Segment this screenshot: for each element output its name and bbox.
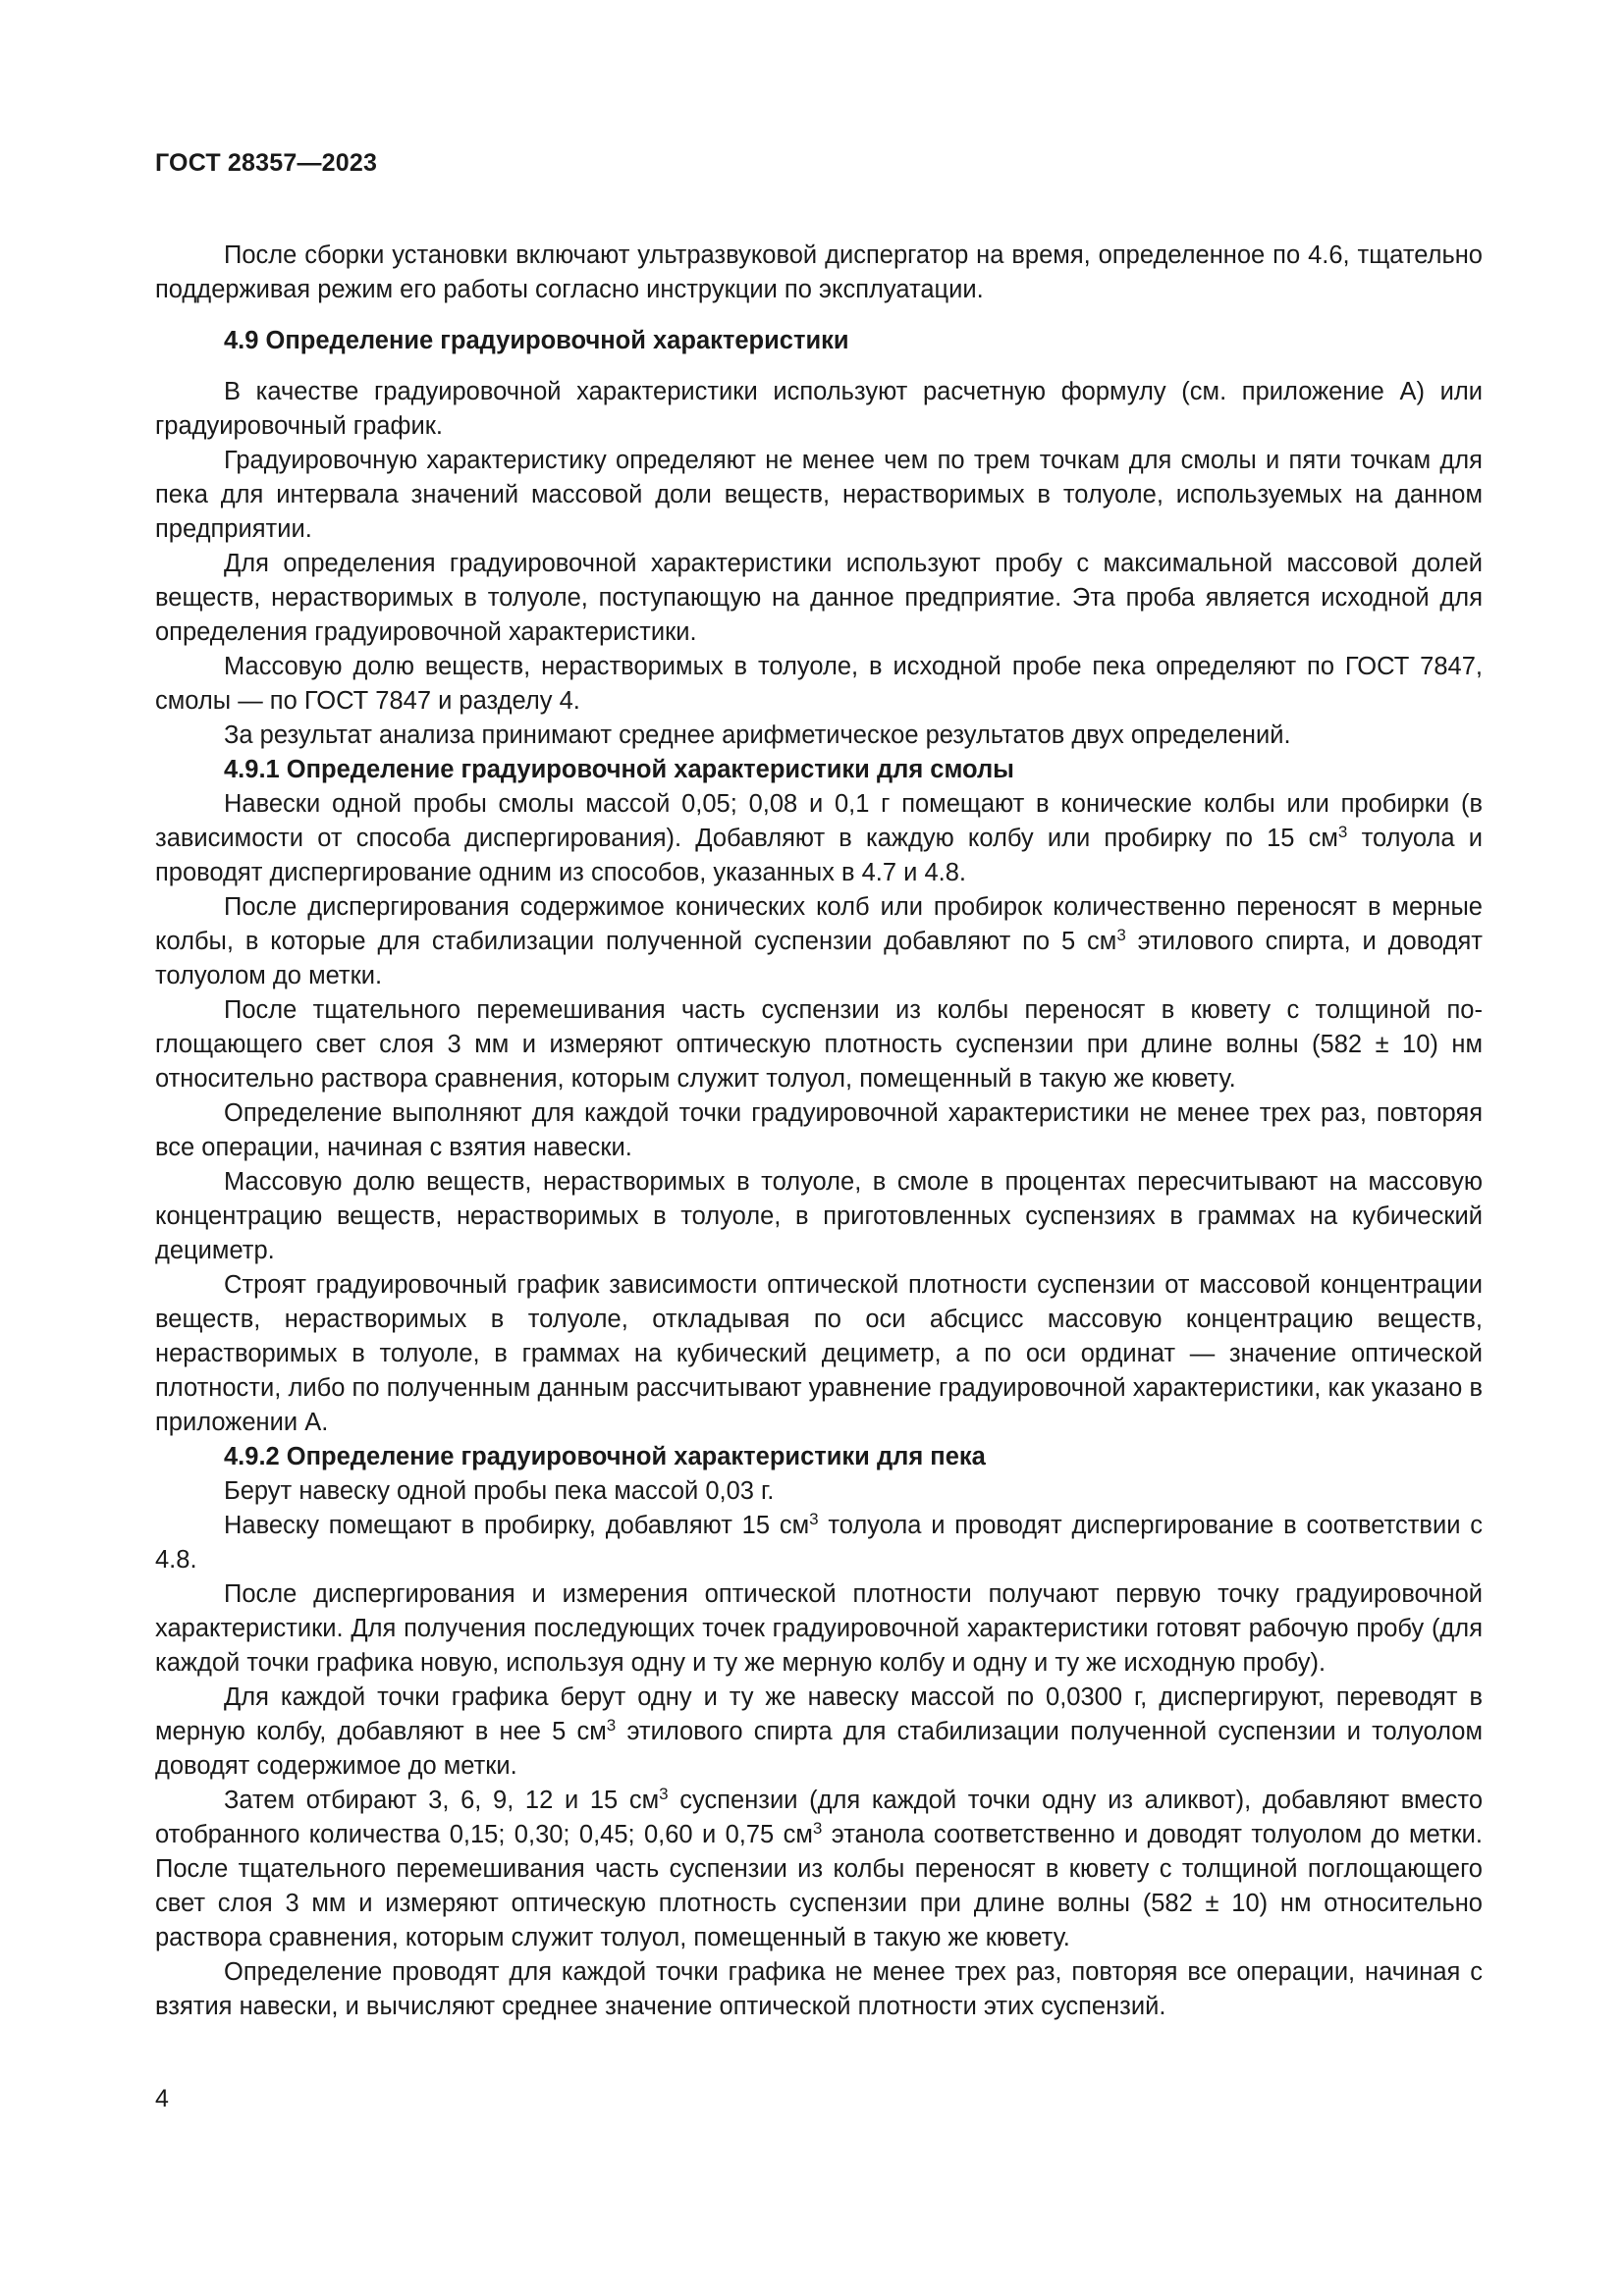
body-paragraph (155, 1509, 1483, 1577)
body-paragraph (155, 1784, 1483, 1955)
body-paragraph (155, 1681, 1483, 1784)
body-paragraph (155, 444, 1483, 547)
paragraph-text: этилового спирта, и доводят толуолом до метки. (155, 928, 1483, 989)
body-paragraph (155, 787, 1483, 890)
paragraph-text: После диспергирования содержимое конических колб или пробирок количественно переносят в мерные колбы, в которые для стабилизации полученной суспензии добавляют по 5 см (155, 893, 1483, 955)
body-paragraph (155, 1474, 1483, 1509)
paragraph-text: За результат анализа принимают среднее арифметическое результатов двух определений. (224, 721, 1291, 749)
paragraph-text: Берут навеску одной пробы пека массой 0,03 г. (224, 1477, 775, 1505)
paragraph-text: Градуировочную характеристику определяют не менее чем по трем точкам для смолы и пяти точкам для пека для интервала значений массовой доли веществ, нерастворимых в толуоле, используемых на данном предприятии. (155, 447, 1483, 543)
paragraph-text: этилового спирта для стабилизации полученной суспензии и толуолом доводят содержимое до метки. (155, 1718, 1483, 1780)
paragraph-text: 4.9.1 Определение градуировочной характеристики для смолы (224, 756, 1014, 783)
paragraph-text: Навеску помещают в пробирку, добавляют 15 см (224, 1512, 810, 1539)
paragraph-text: Массовую долю веществ, нерастворимых в толуоле, в смоле в процентах пересчитывают на массовую концентрацию веществ, нерастворимых в толуоле, в приготовленных суспензиях в граммах на кубический дециметр. (155, 1168, 1483, 1264)
body-paragraph (155, 890, 1483, 993)
section-heading (155, 1440, 1483, 1474)
paragraph-text: После тщательного перемешивания часть суспензии из колбы переносят в кювету с толщиной поглощающего свет слоя 3 мм и измеряют оптическую плотность суспензии при длине волны (582 ± 10) нм относительно раствора сравнения, которым служит толуол, помещенный в такую же кювету. (155, 996, 1483, 1093)
paragraph-text: суспензии (для каждой точки одну из аликвот), добавляют вместо отобранного количества 0,15; 0,30; 0,45; 0,60 и 0,75 см (155, 1787, 1484, 1848)
body-paragraph (155, 375, 1483, 444)
paragraph-text: Для определения градуировочной характеристики используют пробу с максимальной массовой долей веществ, нерастворимых в толуоле, поступающую на данное предприятие. Эта проба является исходной для определения градуировочной характеристики. (155, 550, 1483, 646)
page-number: 4 (155, 2085, 169, 2112)
superscript: 3 (812, 1819, 823, 1838)
paragraph-text: 4.9 Определение градуировочной характеристики (224, 327, 849, 354)
body-paragraph (155, 1268, 1483, 1440)
body-paragraph (155, 1165, 1483, 1268)
superscript: 3 (1116, 926, 1126, 944)
paragraph-text: Затем отбирают 3, 6, 9, 12 и 15 см (224, 1787, 660, 1814)
superscript: 3 (809, 1510, 819, 1528)
body-paragraph (155, 1577, 1483, 1681)
document-header: ГОСТ 28357—2023 (155, 149, 378, 177)
body-paragraph (155, 650, 1483, 719)
superscript: 3 (1337, 823, 1348, 841)
paragraph-text: Навески одной пробы смолы массой 0,05; 0,08 и 0,1 г помещают в конические колбы или пробирки (в зависимости от способа диспергирования). Добавляют в каждую колбу или пробирку по 15 см (155, 790, 1483, 852)
paragraph-text: Определение выполняют для каждой точки градуировочной характеристики не менее трех раз, повторяя все операции, начиная с взятия навески. (155, 1099, 1483, 1161)
paragraph-text: толуола и проводят диспергирование в соответствии с 4.8. (155, 1512, 1483, 1574)
body-paragraph (155, 239, 1483, 307)
paragraph-text: Массовую долю веществ, нерастворимых в толуоле, в исходной пробе пека определяют по ГОСТ 7847, смолы — по ГОСТ 7847 и разделу 4. (155, 653, 1483, 715)
paragraph-text: Строят градуировочный график зависимости оптической плотности суспензии от массовой концентрации веществ, нерастворимых в толуоле, откладывая по оси абсцисс массовую концентрацию веществ, нерастворимых в толуоле, в граммах на кубический дециметр, а по оси ординат — значение оптической плотности, либо по полученным данным рассчитывают уравнение градуировочной характеристики, как указано в приложении А. (155, 1271, 1483, 1436)
section-heading (155, 324, 1483, 358)
paragraph-text: После сборки установки включают ультразвуковой диспергатор на время, определенное по 4.6, тщательно поддерживая режим его работы согласно инструкции по эксплуатации. (155, 241, 1483, 303)
paragraph-text: Для каждой точки графика берут одну и ту же навеску массой по 0,0300 г, диспергируют, переводят в мерную колбу, добавляют в нее 5 см (155, 1683, 1483, 1745)
body-paragraph (155, 1096, 1483, 1165)
paragraph-text: этанола соответственно и доводят толуолом до метки. После тщательного перемешивания часть суспензии из колбы переносят в кювету с толщиной поглощающего свет слоя 3 мм и измеряют оптическую плотность суспензии при длине волны (582 ± 10) нм относительно раствора сравнения, которым служит толуол, помещенный в такую же кювету. (155, 1821, 1483, 1951)
body-paragraph (155, 993, 1483, 1096)
section-heading (155, 753, 1483, 787)
body-paragraph (155, 1955, 1483, 2024)
paragraph-text: Определение проводят для каждой точки графика не менее трех раз, повторяя все операции, начиная с взятия навески, и вычисляют среднее значение оптической плотности этих суспензий. (155, 1958, 1483, 2020)
body-paragraph (155, 719, 1483, 753)
superscript: 3 (659, 1785, 669, 1803)
paragraph-text: толуола и проводят диспергирование одним из способов, указанных в 4.7 и 4.8. (155, 825, 1483, 886)
paragraph-text: 4.9.2 Определение градуировочной характеристики для пека (224, 1443, 986, 1470)
paragraph-text: В качестве градуировочной характеристики используют расчетную формулу (см. приложение А) или градуировочный график. (155, 378, 1483, 440)
paragraph-text: После диспергирования и измерения оптической плотности получают первую точку градуировочной характеристики. Для получения последующих точек градуировочной характеристики готовят рабочую пробу (для каждой точки графика новую, используя одну и ту же мерную колбу и одну и ту же исходную пробу). (155, 1580, 1483, 1677)
document-body (155, 222, 1483, 2024)
superscript: 3 (606, 1716, 617, 1735)
body-paragraph (155, 547, 1483, 650)
